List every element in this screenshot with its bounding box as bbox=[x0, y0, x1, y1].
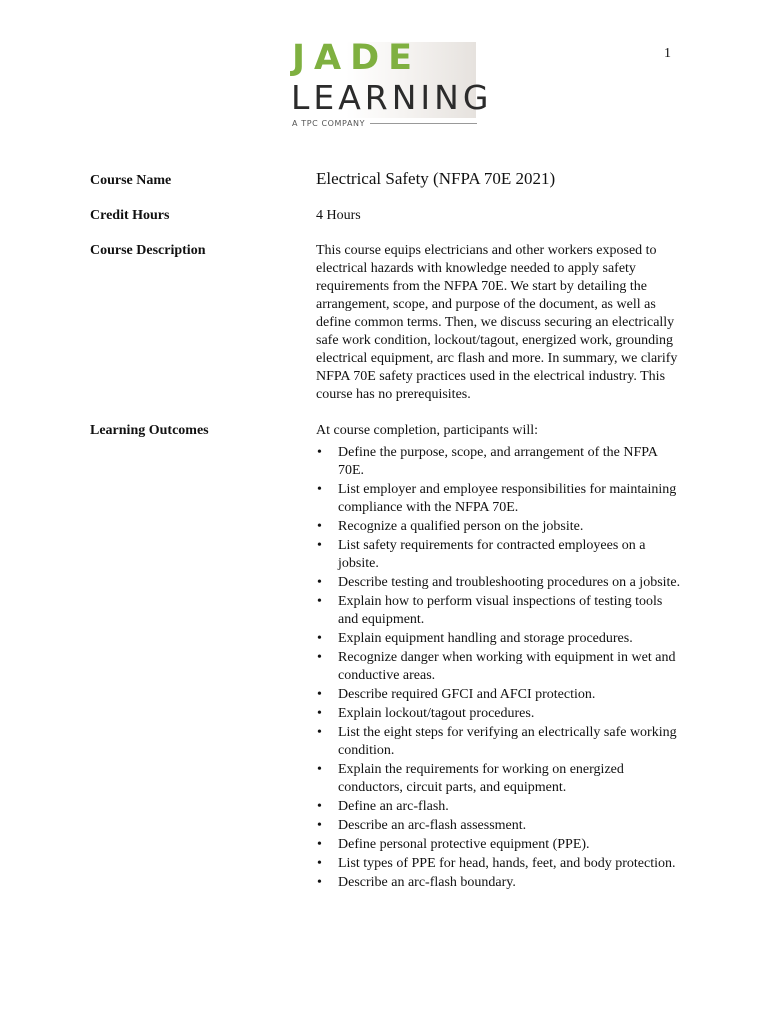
outcome-item: • Explain how to perform visual inspections of testing tools and equipment. bbox=[316, 593, 681, 629]
logo-learning-text: LEARNING bbox=[291, 78, 493, 117]
jade-learning-logo bbox=[290, 38, 493, 130]
outcome-item: • Explain equipment handling and storage procedures. bbox=[316, 630, 681, 648]
outcome-item: • List safety requirements for contracted employees on a jobsite. bbox=[316, 537, 681, 573]
learning-outcomes-block bbox=[316, 422, 681, 893]
outcome-item: • List types of PPE for head, hands, feet, and body protection. bbox=[316, 855, 681, 873]
logo-tagline-row bbox=[292, 119, 477, 128]
learning-outcomes-label: Learning Outcomes bbox=[90, 423, 209, 438]
outcome-item: • Define the purpose, scope, and arrangement of the NFPA 70E. bbox=[316, 444, 681, 480]
course-description-value: This course equips electricians and other workers exposed to electrical hazards with knowledge needed to apply safety requirements from the NFPA 70E. We start by detailing the arrangement, scope, and purpose of the document, as well as define common terms. Then, we discuss securing an electrically safe work condition, lockout/tagout, energized work, grounding electrical equipment, arc flash and more. In summary, we clarify NFPA 70E safety practices used in the electrical industry. This course has no prerequisites. bbox=[316, 243, 678, 402]
outcome-item: • Explain the requirements for working on energized conductors, circuit parts, and equipment. bbox=[316, 761, 681, 797]
outcome-item: • Explain lockout/tagout procedures. bbox=[316, 705, 681, 723]
outcome-item: • List the eight steps for verifying an electrically safe working condition. bbox=[316, 724, 681, 760]
outcome-item: • Recognize a qualified person on the jobsite. bbox=[316, 518, 681, 536]
page-number: 1 bbox=[664, 46, 671, 61]
outcome-item: • Define personal protective equipment (PPE). bbox=[316, 836, 681, 854]
outcomes-intro: At course completion, participants will: bbox=[316, 423, 539, 438]
outcome-item: • Describe an arc-flash assessment. bbox=[316, 817, 681, 835]
credit-hours-label: Credit Hours bbox=[90, 208, 170, 223]
outcome-item: • Describe testing and troubleshooting procedures on a jobsite. bbox=[316, 574, 681, 592]
credit-hours-value: 4 Hours bbox=[316, 208, 361, 223]
logo-divider bbox=[370, 123, 477, 124]
logo-tagline: A TPC COMPANY bbox=[292, 119, 366, 128]
logo-jade-text: JADE bbox=[292, 38, 422, 78]
outcomes-list bbox=[316, 444, 681, 892]
outcome-item: • Describe required GFCI and AFCI protection. bbox=[316, 686, 681, 704]
course-name-value: Electrical Safety (NFPA 70E 2021) bbox=[316, 169, 556, 188]
outcome-item: • List employer and employee responsibilities for maintaining compliance with the NFPA 70E. bbox=[316, 481, 681, 517]
course-description-label: Course Description bbox=[90, 243, 206, 258]
outcome-item: • Describe an arc-flash boundary. bbox=[316, 874, 681, 892]
outcome-item: • Define an arc-flash. bbox=[316, 798, 681, 816]
outcome-item: • Recognize danger when working with equipment in wet and conductive areas. bbox=[316, 649, 681, 685]
course-name-label: Course Name bbox=[90, 173, 172, 188]
